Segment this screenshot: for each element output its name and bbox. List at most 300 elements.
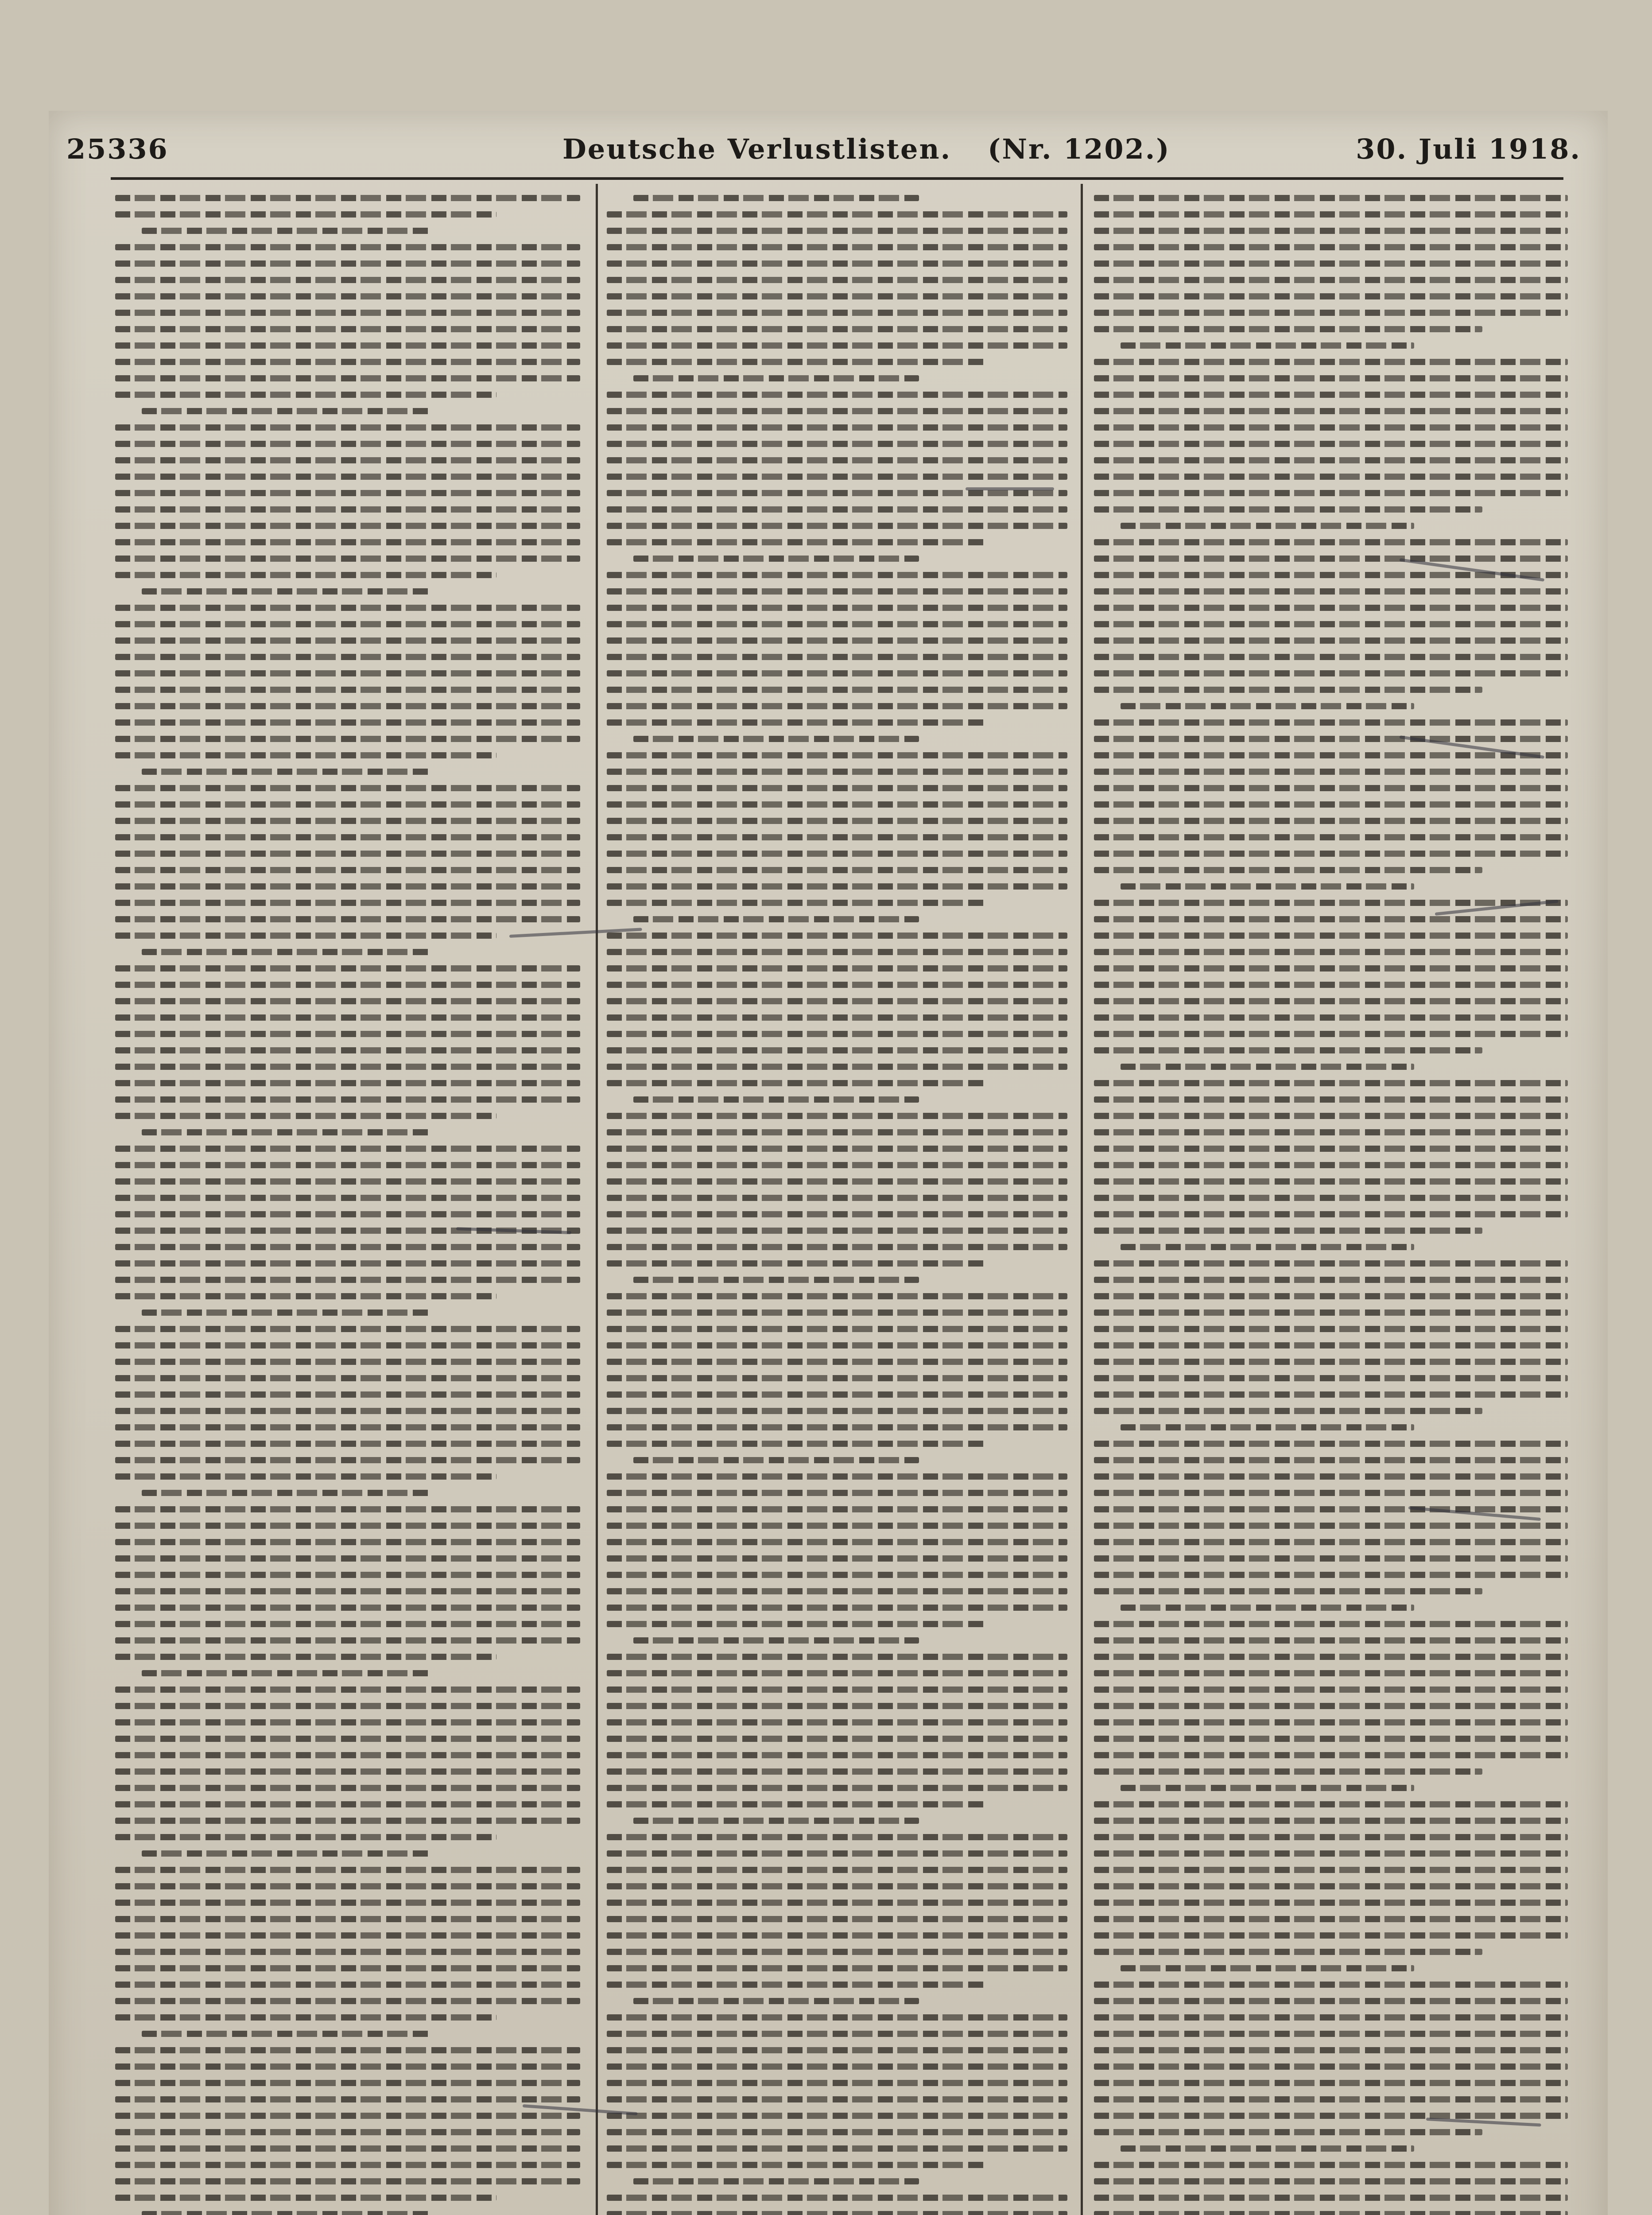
- list-entry-line: [1094, 293, 1568, 299]
- list-entry-line: [115, 916, 580, 922]
- list-entry-line: [607, 310, 1067, 316]
- list-entry-line: [607, 326, 1067, 332]
- list-entry-line: [1094, 900, 1568, 906]
- list-entry-line: [1094, 801, 1568, 808]
- list-entry-line: [1094, 260, 1568, 267]
- list-entry-line: [115, 211, 496, 218]
- list-entry-line: [115, 572, 496, 578]
- list-entry-line: [115, 310, 580, 316]
- list-entry-line: [142, 408, 430, 414]
- list-entry-line: [1094, 1113, 1568, 1119]
- list-entry-line: [1121, 1605, 1414, 1611]
- list-entry-line: [607, 998, 1067, 1004]
- list-entry-line: [1094, 1883, 1568, 1889]
- list-entry-line: [1094, 605, 1568, 611]
- list-entry-line: [1094, 1719, 1568, 1725]
- list-entry-line: [1094, 1801, 1568, 1807]
- list-entry-line: [1094, 1391, 1568, 1398]
- list-entry-line: [607, 1588, 1067, 1594]
- list-entry-line: [115, 1113, 496, 1119]
- list-entry-line: [142, 769, 430, 775]
- list-entry-line: [1094, 474, 1568, 480]
- list-entry-line: [1094, 1146, 1568, 1152]
- list-entry-line: [115, 244, 580, 250]
- list-entry-line: [1094, 539, 1568, 545]
- list-entry-line: [607, 1129, 1067, 1135]
- list-entry-line: [607, 703, 1067, 709]
- list-entry-line: [607, 1244, 1067, 1250]
- list-entry-line: [1094, 1080, 1568, 1086]
- list-entry-line: [607, 572, 1067, 578]
- list-entry-line: [115, 998, 580, 1004]
- list-entry-line: [1094, 2063, 1568, 2070]
- list-entry-line: [115, 605, 580, 611]
- list-entry-line: [607, 392, 1067, 398]
- list-entry-line: [607, 293, 1067, 299]
- list-entry-line: [1094, 1736, 1568, 1742]
- list-entry-line: [115, 1949, 580, 1955]
- list-entry-line: [115, 1867, 580, 1873]
- list-entry-line: [1094, 916, 1568, 922]
- list-entry-line: [115, 818, 580, 824]
- list-entry-line: [633, 1818, 919, 1824]
- list-entry-line: [1094, 2080, 1568, 2086]
- list-entry-line: [115, 1687, 580, 1693]
- list-entry-line: [607, 1014, 1067, 1021]
- list-entry-line: [633, 736, 919, 742]
- list-entry-line: [607, 1424, 1067, 1430]
- list-entry-line: [115, 1424, 580, 1430]
- list-entry-line: [115, 556, 580, 562]
- list-entry-line: [115, 2080, 580, 2086]
- list-entry-line: [115, 851, 580, 857]
- list-entry-line: [1094, 2031, 1568, 2037]
- list-entry-line: [115, 474, 580, 480]
- list-entry-line: [115, 1047, 580, 1053]
- list-entry-line: [1094, 506, 1482, 513]
- list-entry-line: [1094, 1539, 1568, 1545]
- list-entry-line: [115, 1178, 580, 1185]
- list-entry-line: [607, 883, 1067, 890]
- list-entry-line: [115, 457, 580, 463]
- list-entry-line: [1094, 310, 1568, 316]
- list-entry-line: [1094, 1670, 1568, 1676]
- list-entry-line: [633, 556, 919, 562]
- list-entry-line: [115, 2096, 580, 2102]
- list-entry-line: [1094, 2096, 1568, 2102]
- list-entry-line: [1094, 375, 1568, 381]
- list-entry-line: [115, 867, 580, 873]
- list-entry-line: [115, 1752, 580, 1758]
- list-entry-line: [115, 260, 580, 267]
- list-entry-line: [1094, 949, 1568, 955]
- list-entry-line: [1094, 1867, 1568, 1873]
- list-entry-line: [1094, 1621, 1568, 1627]
- list-entry-line: [115, 2129, 580, 2135]
- list-entry-line: [607, 1785, 1067, 1791]
- list-entry-line: [1094, 490, 1568, 496]
- list-entry-line: [1094, 1850, 1568, 1857]
- list-entry-line: [115, 1883, 580, 1889]
- list-entry-line: [1094, 1441, 1568, 1447]
- list-entry-line: [1094, 687, 1482, 693]
- list-entry-line: [607, 1768, 1067, 1775]
- list-entry-line: [607, 1703, 1067, 1709]
- list-entry-line: [607, 1146, 1067, 1152]
- list-entry-line: [607, 588, 1067, 595]
- list-entry-line: [607, 1178, 1067, 1185]
- list-entry-line: [1094, 392, 1568, 398]
- list-entry-line: [607, 719, 985, 726]
- list-entry-line: [115, 2195, 496, 2201]
- list-entry-line: [1121, 1064, 1414, 1070]
- list-entry-line: [115, 441, 580, 447]
- list-entry-line: [607, 801, 1067, 808]
- list-entry-line: [1094, 1359, 1568, 1365]
- list-entry-line: [115, 293, 580, 299]
- list-entry-line: [1094, 1654, 1568, 1660]
- list-entry-line: [607, 1932, 1067, 1939]
- list-entry-line: [115, 1391, 580, 1398]
- list-entry-line: [115, 1818, 580, 1824]
- list-entry-line: [1094, 785, 1568, 791]
- list-entry-line: [607, 408, 1067, 414]
- list-entry-line: [1094, 1375, 1568, 1381]
- list-entry-line: [115, 719, 580, 726]
- list-entry-line: [1094, 277, 1568, 283]
- list-entry-line: [115, 637, 580, 644]
- list-entry-line: [607, 506, 1067, 513]
- issue-date: 30. Juli 1918.: [1356, 133, 1581, 165]
- list-entry-line: [607, 1719, 1067, 1725]
- list-entry-line: [1094, 1277, 1568, 1283]
- list-entry-line: [607, 1326, 1067, 1332]
- list-entry-line: [607, 818, 1067, 824]
- list-entry-line: [115, 1555, 580, 1562]
- list-entry-line: [1094, 1031, 1568, 1037]
- list-entry-line: [115, 1277, 580, 1283]
- list-entry-line: [1094, 244, 1568, 250]
- list-entry-line: [633, 1096, 919, 1103]
- column-divider: [596, 184, 598, 2215]
- list-entry-line: [115, 1834, 496, 1840]
- list-entry-line: [115, 375, 580, 381]
- list-entry-line: [115, 1031, 580, 1037]
- list-entry-line: [1094, 457, 1568, 463]
- list-entry-line: [115, 1195, 580, 1201]
- list-entry-line: [607, 1539, 1067, 1545]
- list-entry-line: [1094, 326, 1482, 332]
- list-entry-line: [607, 1834, 1067, 1840]
- list-entry-line: [1094, 2014, 1568, 2021]
- list-entry-line: [607, 687, 1067, 693]
- list-entry-line: [115, 1375, 580, 1381]
- list-entry-line: [115, 1982, 580, 1988]
- list-entry-line: [1094, 1195, 1568, 1201]
- masthead: [66, 133, 1581, 173]
- list-entry-line: [607, 785, 1067, 791]
- list-entry-line: [1094, 1703, 1568, 1709]
- list-entry-line: [607, 2031, 1067, 2037]
- list-entry-line: [633, 916, 919, 922]
- list-entry-line: [1094, 2047, 1568, 2053]
- list-entry-line: [115, 1736, 580, 1742]
- list-entry-line: [607, 1687, 1067, 1693]
- list-entry-line: [142, 1129, 430, 1135]
- list-entry-line: [1094, 1047, 1482, 1053]
- list-entry-line: [1094, 1932, 1568, 1939]
- list-entry-line: [607, 1490, 1067, 1496]
- list-entry-line: [1094, 556, 1568, 562]
- list-entry-line: [607, 457, 1067, 463]
- list-entry-line: [1094, 637, 1568, 644]
- list-entry-line: [607, 1605, 1067, 1611]
- list-entry-line: [607, 2211, 1067, 2215]
- list-entry-line: [607, 2014, 1067, 2021]
- list-entry-line: [607, 1900, 1067, 1906]
- list-entry-line: [607, 1228, 1067, 1234]
- list-entry-line: [607, 900, 985, 906]
- pencil-strike-mark: [966, 487, 1054, 490]
- list-entry-line: [607, 752, 1067, 758]
- list-entry-line: [607, 1441, 985, 1447]
- list-entry-line: [607, 1064, 1067, 1070]
- list-entry-line: [1094, 654, 1568, 660]
- list-entry-line: [1094, 211, 1568, 218]
- list-entry-line: [1094, 834, 1568, 840]
- list-entry-line: [607, 1162, 1067, 1168]
- list-entry-line: [1094, 1129, 1568, 1135]
- list-entry-line: [607, 2195, 1067, 2201]
- list-entry-line: [115, 2162, 580, 2168]
- list-entry-line: [1094, 1326, 1568, 1332]
- list-entry-line: [607, 260, 1067, 267]
- list-entry-line: [607, 1883, 1067, 1889]
- list-entry-line: [115, 1916, 580, 1922]
- list-column-2: [607, 195, 1067, 2215]
- list-entry-line: [607, 1293, 1067, 1299]
- list-entry-line: [1121, 523, 1414, 529]
- list-entry-line: [142, 228, 430, 234]
- list-entry-line: [1094, 359, 1568, 365]
- list-entry-line: [115, 1506, 580, 1512]
- list-entry-line: [607, 228, 1067, 234]
- list-entry-line: [1094, 1982, 1568, 1988]
- list-entry-line: [633, 1637, 919, 1644]
- list-entry-line: [607, 769, 1067, 775]
- list-entry-line: [1094, 2129, 1482, 2135]
- list-column-3: [1094, 195, 1568, 2215]
- list-entry-line: [115, 654, 580, 660]
- list-entry-line: [607, 1523, 1067, 1529]
- list-entry-line: [607, 474, 1067, 480]
- list-entry-line: [115, 1359, 580, 1365]
- list-entry-line: [115, 1014, 580, 1021]
- list-entry-line: [607, 1211, 1067, 1217]
- list-entry-line: [115, 392, 496, 398]
- list-entry-line: [1094, 1998, 1568, 2004]
- list-entry-line: [607, 1310, 1067, 1316]
- list-entry-line: [1094, 1490, 1568, 1496]
- list-entry-line: [1121, 1244, 1414, 1250]
- list-entry-line: [1094, 769, 1568, 775]
- list-entry-line: [1094, 1555, 1568, 1562]
- list-entry-line: [1094, 1687, 1568, 1693]
- list-entry-line: [1094, 228, 1568, 234]
- list-entry-line: [607, 1621, 985, 1627]
- list-entry-line: [607, 851, 1067, 857]
- issue-number: (Nr. 1202.): [988, 133, 1171, 165]
- list-entry-line: [142, 949, 430, 955]
- list-entry-line: [1094, 621, 1568, 627]
- list-entry-line: [607, 1359, 1067, 1365]
- list-entry-line: [607, 621, 1067, 627]
- list-entry-line: [607, 441, 1067, 447]
- list-entry-line: [607, 1195, 1067, 1201]
- list-entry-line: [607, 2047, 1067, 2053]
- list-entry-line: [1094, 1162, 1568, 1168]
- list-entry-line: [607, 1391, 1067, 1398]
- list-entry-line: [607, 539, 985, 545]
- list-entry-line: [115, 965, 580, 971]
- list-entry-line: [115, 1064, 580, 1070]
- list-entry-line: [607, 637, 1067, 644]
- list-entry-line: [1094, 851, 1568, 857]
- list-entry-line: [115, 326, 580, 332]
- list-entry-line: [142, 1490, 430, 1496]
- list-entry-line: [607, 1736, 1067, 1742]
- page-number: 25336: [66, 133, 169, 165]
- list-entry-line: [607, 867, 1067, 873]
- list-entry-line: [115, 539, 580, 545]
- list-entry-line: [607, 1801, 985, 1807]
- list-entry-line: [115, 277, 580, 283]
- list-entry-line: [115, 687, 580, 693]
- list-entry-line: [1094, 1900, 1568, 1906]
- list-entry-line: [607, 1916, 1067, 1922]
- list-entry-line: [1094, 1916, 1568, 1922]
- list-entry-line: [1094, 1834, 1568, 1840]
- list-entry-line: [607, 1572, 1067, 1578]
- list-entry-line: [115, 424, 580, 431]
- list-entry-line: [607, 605, 1067, 611]
- list-entry-line: [115, 1605, 580, 1611]
- list-entry-line: [607, 1408, 1067, 1414]
- list-entry-line: [607, 1506, 1067, 1512]
- list-entry-line: [1094, 1818, 1568, 1824]
- list-entry-line: [1121, 2145, 1414, 2152]
- list-entry-line: [115, 1523, 580, 1529]
- list-entry-line: [607, 1473, 1067, 1480]
- list-entry-line: [115, 2063, 580, 2070]
- list-entry-line: [142, 588, 430, 595]
- list-entry-line: [1094, 424, 1568, 431]
- list-entry-line: [1094, 1211, 1568, 1217]
- list-entry-line: [142, 1850, 430, 1857]
- list-entry-line: [115, 1408, 580, 1414]
- list-entry-line: [607, 1342, 1067, 1348]
- list-entry-line: [115, 703, 580, 709]
- list-entry-line: [115, 523, 580, 529]
- list-entry-line: [1094, 1096, 1568, 1103]
- list-entry-line: [1094, 2211, 1568, 2215]
- list-entry-line: [607, 1260, 985, 1267]
- list-entry-line: [115, 1801, 580, 1807]
- list-entry-line: [115, 900, 580, 906]
- list-entry-line: [607, 1113, 1067, 1119]
- list-entry-line: [607, 933, 1067, 939]
- list-entry-line: [115, 1654, 496, 1660]
- list-entry-line: [1094, 719, 1568, 726]
- list-entry-line: [115, 1211, 580, 1217]
- list-entry-line: [1094, 1228, 1482, 1234]
- list-entry-line: [115, 1768, 580, 1775]
- list-entry-line: [1094, 1457, 1568, 1463]
- list-entry-line: [1094, 441, 1568, 447]
- list-entry-line: [115, 2145, 580, 2152]
- list-entry-line: [607, 523, 1067, 529]
- list-entry-line: [142, 1310, 430, 1316]
- list-entry-line: [1094, 1408, 1482, 1414]
- list-entry-line: [1094, 1572, 1568, 1578]
- list-entry-line: [607, 1949, 1067, 1955]
- list-entry-line: [1094, 1523, 1568, 1529]
- list-entry-line: [115, 1326, 580, 1332]
- list-entry-line: [607, 1867, 1067, 1873]
- list-entry-line: [1094, 982, 1568, 988]
- list-entry-line: [607, 1031, 1067, 1037]
- list-entry-line: [115, 621, 580, 627]
- list-entry-line: [607, 2145, 1067, 2152]
- list-entry-line: [1094, 408, 1568, 414]
- list-entry-line: [115, 801, 580, 808]
- list-entry-line: [1094, 1014, 1568, 1021]
- list-entry-line: [115, 1900, 580, 1906]
- list-entry-line: [115, 1162, 580, 1168]
- list-entry-line: [607, 2096, 1067, 2102]
- list-entry-line: [115, 1244, 580, 1250]
- list-entry-line: [142, 2031, 430, 2037]
- list-entry-line: [115, 834, 580, 840]
- list-entry-line: [1094, 1342, 1568, 1348]
- list-entry-line: [1094, 1178, 1568, 1185]
- list-entry-line: [1094, 1752, 1568, 1758]
- list-entry-line: [115, 752, 496, 758]
- list-entry-line: [115, 2047, 580, 2053]
- list-entry-line: [115, 1473, 496, 1480]
- list-entry-line: [607, 1654, 1067, 1660]
- list-entry-line: [633, 375, 919, 381]
- list-entry-line: [142, 2211, 430, 2215]
- list-entry-line: [1094, 818, 1568, 824]
- list-entry-line: [607, 654, 1067, 660]
- list-entry-line: [115, 1965, 580, 1971]
- list-entry-line: [115, 195, 580, 201]
- list-entry-line: [607, 1670, 1067, 1676]
- list-entry-line: [607, 2162, 985, 2168]
- list-entry-line: [115, 359, 580, 365]
- list-entry-line: [607, 670, 1067, 676]
- list-entry-line: [633, 1998, 919, 2004]
- column-divider: [1081, 184, 1083, 2215]
- list-entry-line: [115, 2014, 496, 2021]
- list-entry-line: [607, 1850, 1067, 1857]
- list-entry-line: [115, 1572, 580, 1578]
- list-entry-line: [633, 195, 919, 201]
- list-entry-line: [115, 1785, 580, 1791]
- list-entry-line: [607, 1047, 1067, 1053]
- list-entry-line: [607, 982, 1067, 988]
